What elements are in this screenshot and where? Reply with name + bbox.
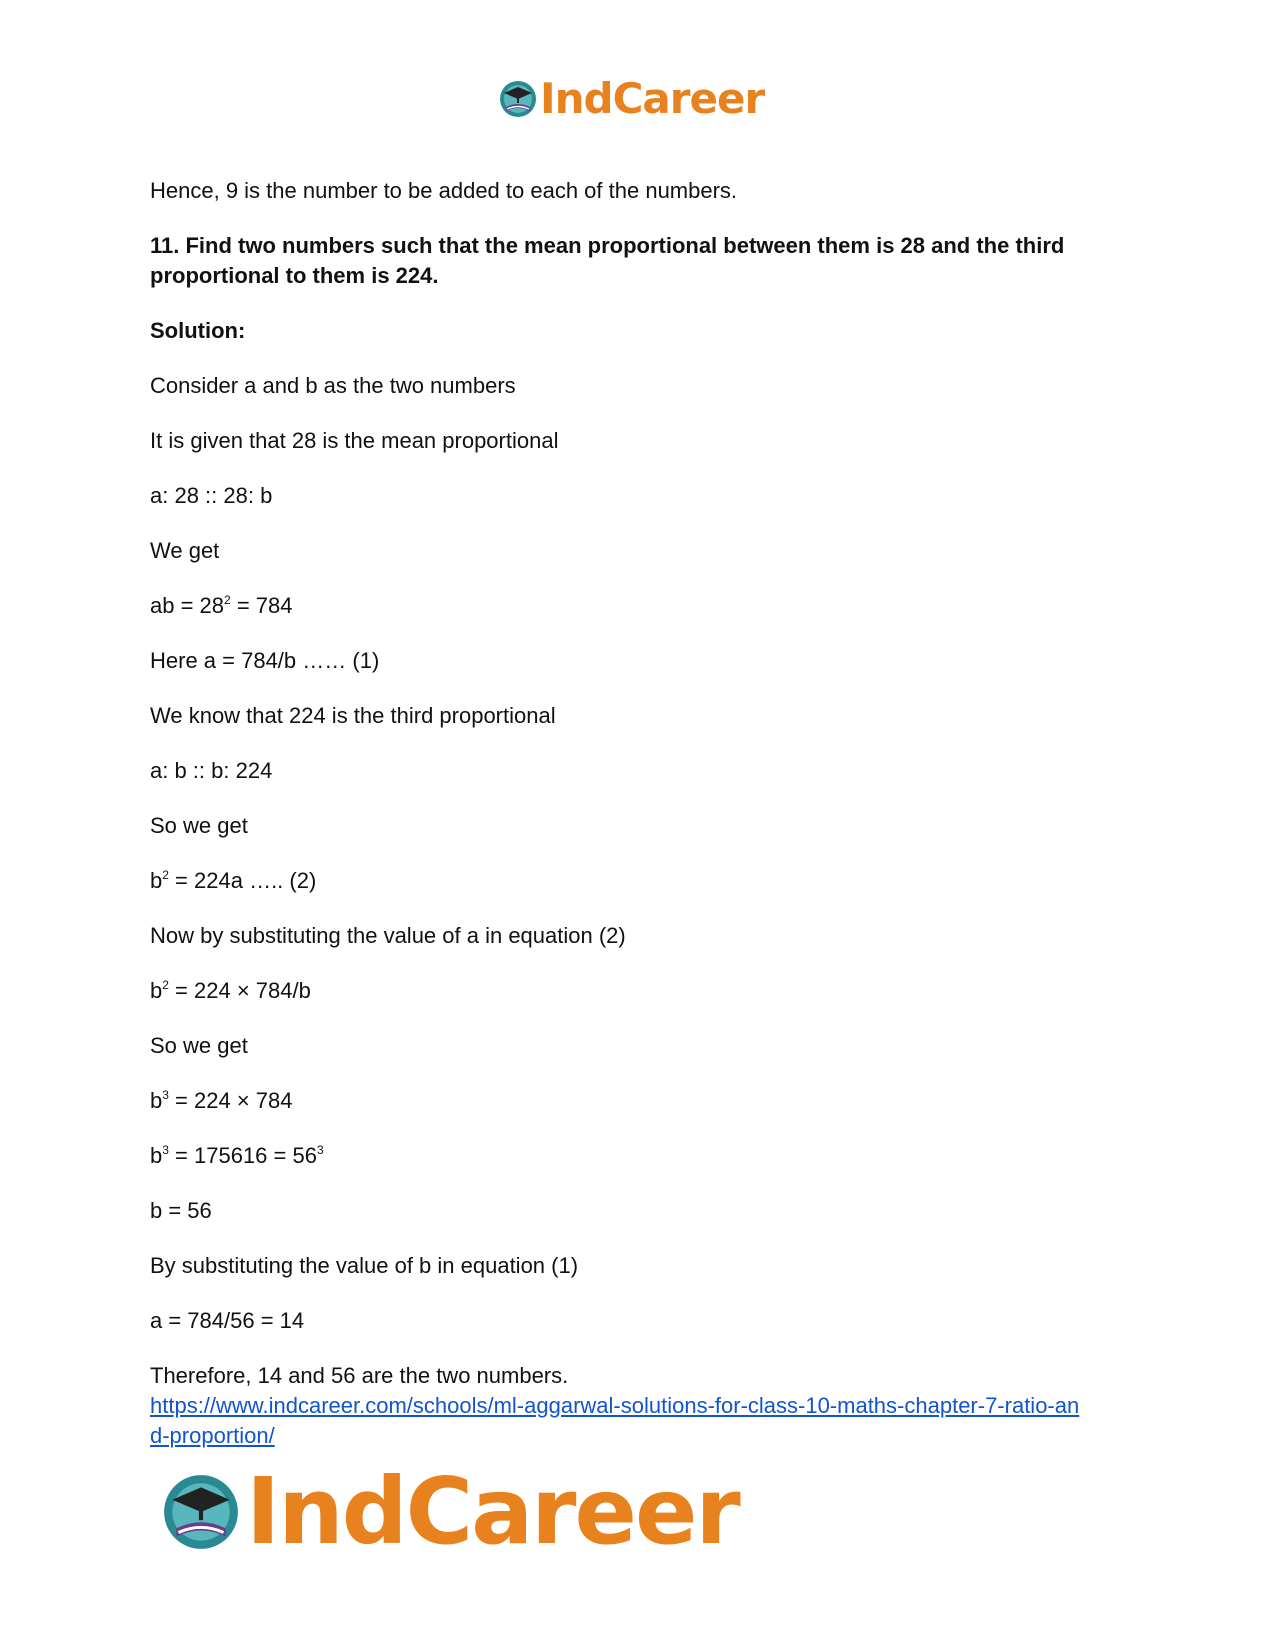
equation: $b^3 = 224 \times 784$	[150, 1088, 293, 1113]
graduation-book-icon	[160, 1471, 242, 1553]
solution-heading: Solution:	[150, 318, 246, 343]
equation: b = 56	[150, 1198, 212, 1223]
footer-logo	[160, 1458, 739, 1565]
question-title-cont: proportional to them is 224.	[150, 263, 439, 288]
equation: $b^2 = 224a$ ….. (2)	[150, 868, 317, 893]
header-logo	[498, 74, 765, 123]
paragraph: Now by substituting the value of a in equation (2)	[150, 923, 626, 948]
equation: a: 28 :: 28: b	[150, 483, 273, 508]
equation: Here a = 784/b …… (1)	[150, 648, 380, 673]
source-link[interactable]: https://www.indcareer.com/schools/ml-aggarwal-solutions-for-class-10-maths-chapter-7-ratio-an	[150, 1393, 1080, 1418]
equation: a: b :: b: 224	[150, 758, 273, 783]
equation: $b^2 = 224 \times 784/b$	[150, 978, 311, 1003]
paragraph: So we get	[150, 1033, 248, 1058]
equation: $b^3 = 175616 = 56^3$	[150, 1143, 324, 1168]
source-link-cont[interactable]: d-proportion/	[150, 1423, 275, 1448]
paragraph: Hence, 9 is the number to be added to each of the numbers.	[150, 178, 738, 203]
equation: ab = $28^2 = 784$	[150, 593, 293, 618]
brand-wordmark: IndCareer	[540, 74, 765, 123]
paragraph: So we get	[150, 813, 248, 838]
graduation-book-icon	[498, 79, 538, 119]
brand-wordmark: IndCareer	[246, 1458, 739, 1565]
paragraph: Therefore, 14 and 56 are the two numbers.	[150, 1363, 569, 1388]
paragraph: We get	[150, 538, 220, 563]
paragraph: It is given that 28 is the mean proportional	[150, 428, 559, 453]
paragraph: Consider a and b as the two numbers	[150, 373, 516, 398]
paragraph: By substituting the value of b in equation (1)	[150, 1253, 579, 1278]
equation: a = 784/56 = 14	[150, 1308, 305, 1333]
question-title: 11. Find two numbers such that the mean proportional between them is 28 and the third	[150, 233, 1065, 258]
paragraph: We know that 224 is the third proportional	[150, 703, 556, 728]
